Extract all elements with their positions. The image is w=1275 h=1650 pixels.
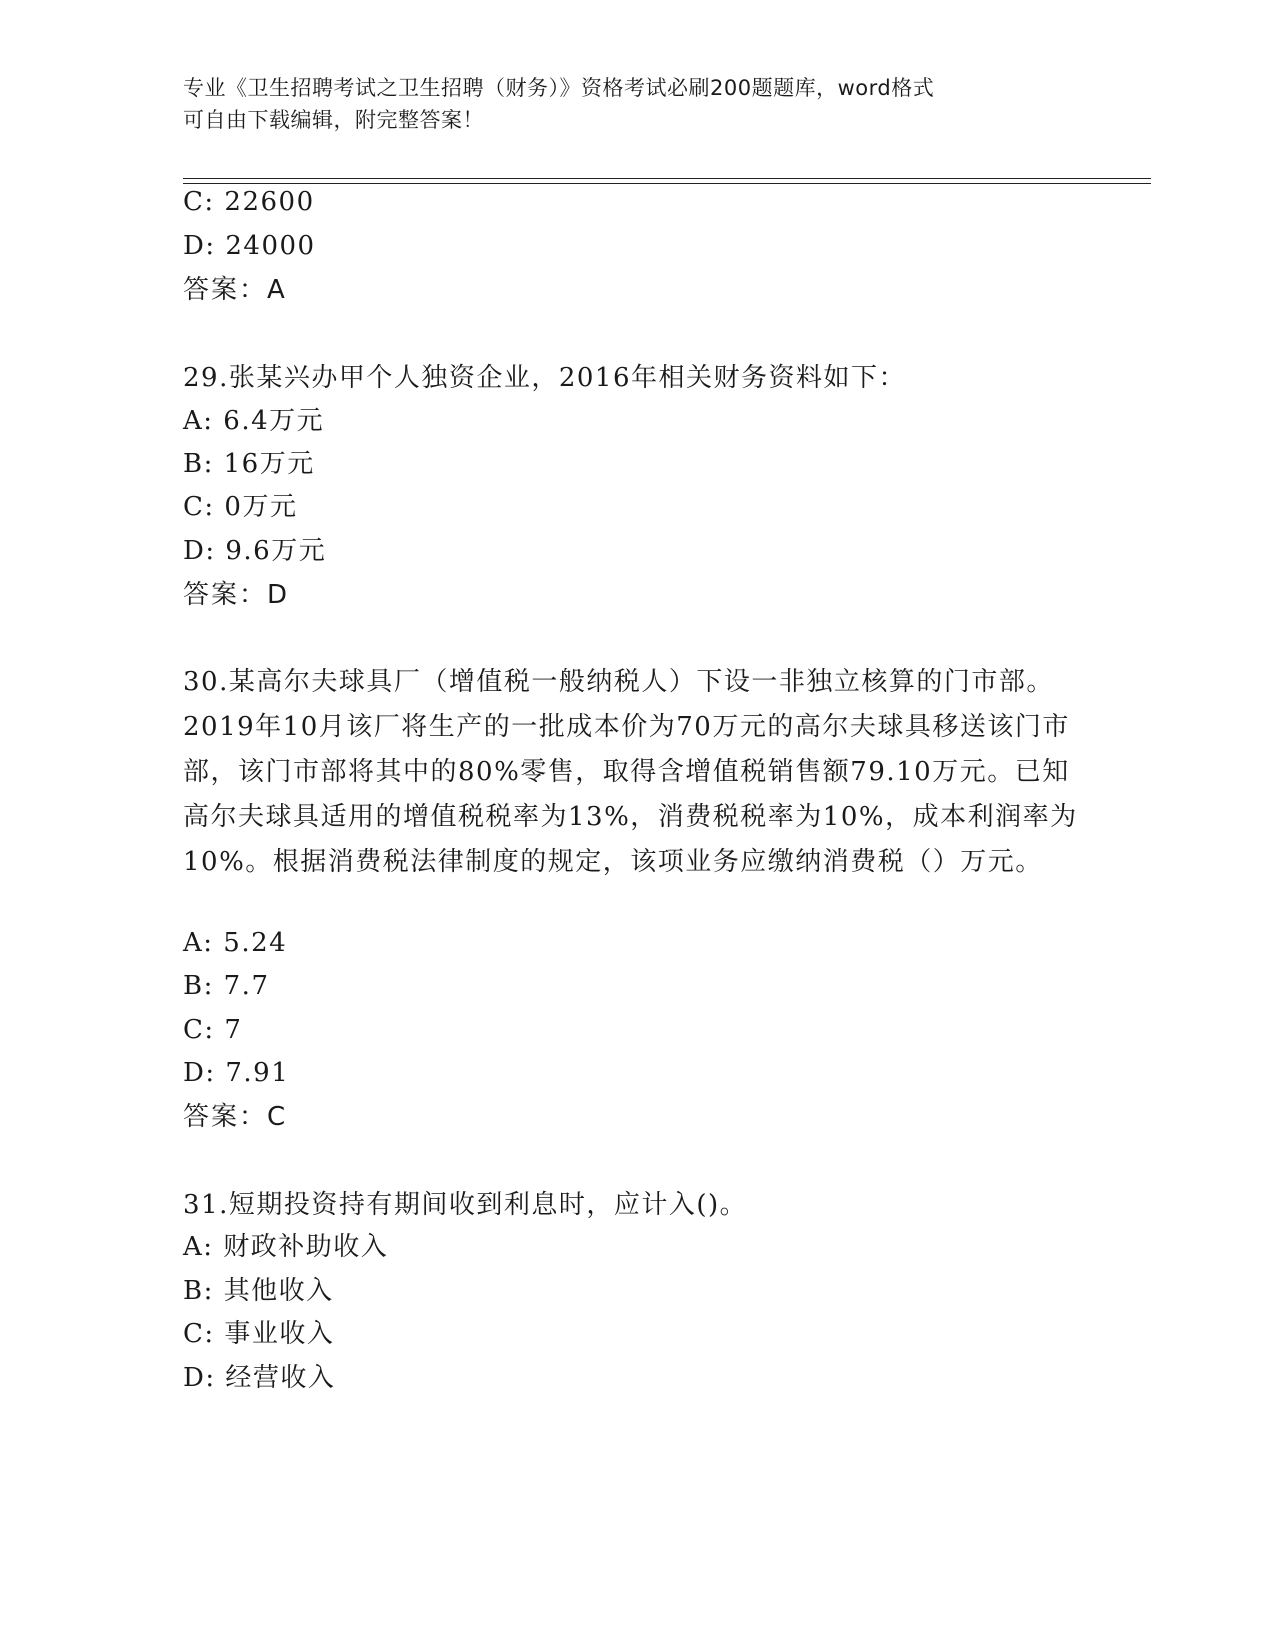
- header-divider-bottom: [183, 183, 1151, 184]
- q30-option-d: D: 7.91: [183, 1058, 290, 1088]
- header-line-1: 专业《卫生招聘考试之卫生招聘（财务）》资格考试必刷200题题库，word格式: [183, 76, 935, 100]
- q30-answer: 答案：C: [183, 1102, 288, 1132]
- q30-option-b: B: 7.7: [183, 971, 270, 1001]
- q28-answer: 答案：A: [183, 275, 287, 305]
- document-header: [183, 72, 1063, 136]
- q30-option-c: C: 7: [183, 1015, 243, 1045]
- q28-option-d: D: 24000: [183, 231, 316, 261]
- q31-option-a: A: 财政补助收入: [183, 1232, 389, 1262]
- header-divider-top: [183, 178, 1151, 179]
- q30-option-a: A: 5.24: [183, 928, 288, 958]
- q31-option-d: D: 经营收入: [183, 1363, 336, 1393]
- q30-stem: 30.某高尔夫球具厂（增值税一般纳税人）下设一非独立核算的门市部。2019年10月该厂将生产的一批成本价为70万元的高尔夫球具移送该门市部，该门市部将其中的80%零售，取得含增值税销售额79.10万元。已知高尔夫球具适用的增值税税率为13%，消费税税率为10%，成本利润率为10%。根据消费税法律制度的规定，该项业务应缴纳消费税（）万元。: [183, 667, 1078, 877]
- q31-option-c: C: 事业收入: [183, 1319, 335, 1349]
- header-line-2: 可自由下载编辑，附完整答案！: [183, 108, 484, 132]
- q29-option-c: C: 0万元: [183, 492, 298, 522]
- q31-stem: 31.短期投资持有期间收到利息时，应计入()。: [183, 1190, 748, 1220]
- q29-option-b: B: 16万元: [183, 449, 315, 479]
- q31-option-b: B: 其他收入: [183, 1276, 334, 1306]
- q29-option-d: D: 9.6万元: [183, 536, 327, 566]
- q29-stem: 29.张某兴办甲个人独资企业，2016年相关财务资料如下：: [183, 363, 907, 393]
- q28-option-c: C: 22600: [183, 187, 315, 217]
- q29-option-a: A: 6.4万元: [183, 406, 325, 436]
- q29-answer: 答案：D: [183, 580, 290, 610]
